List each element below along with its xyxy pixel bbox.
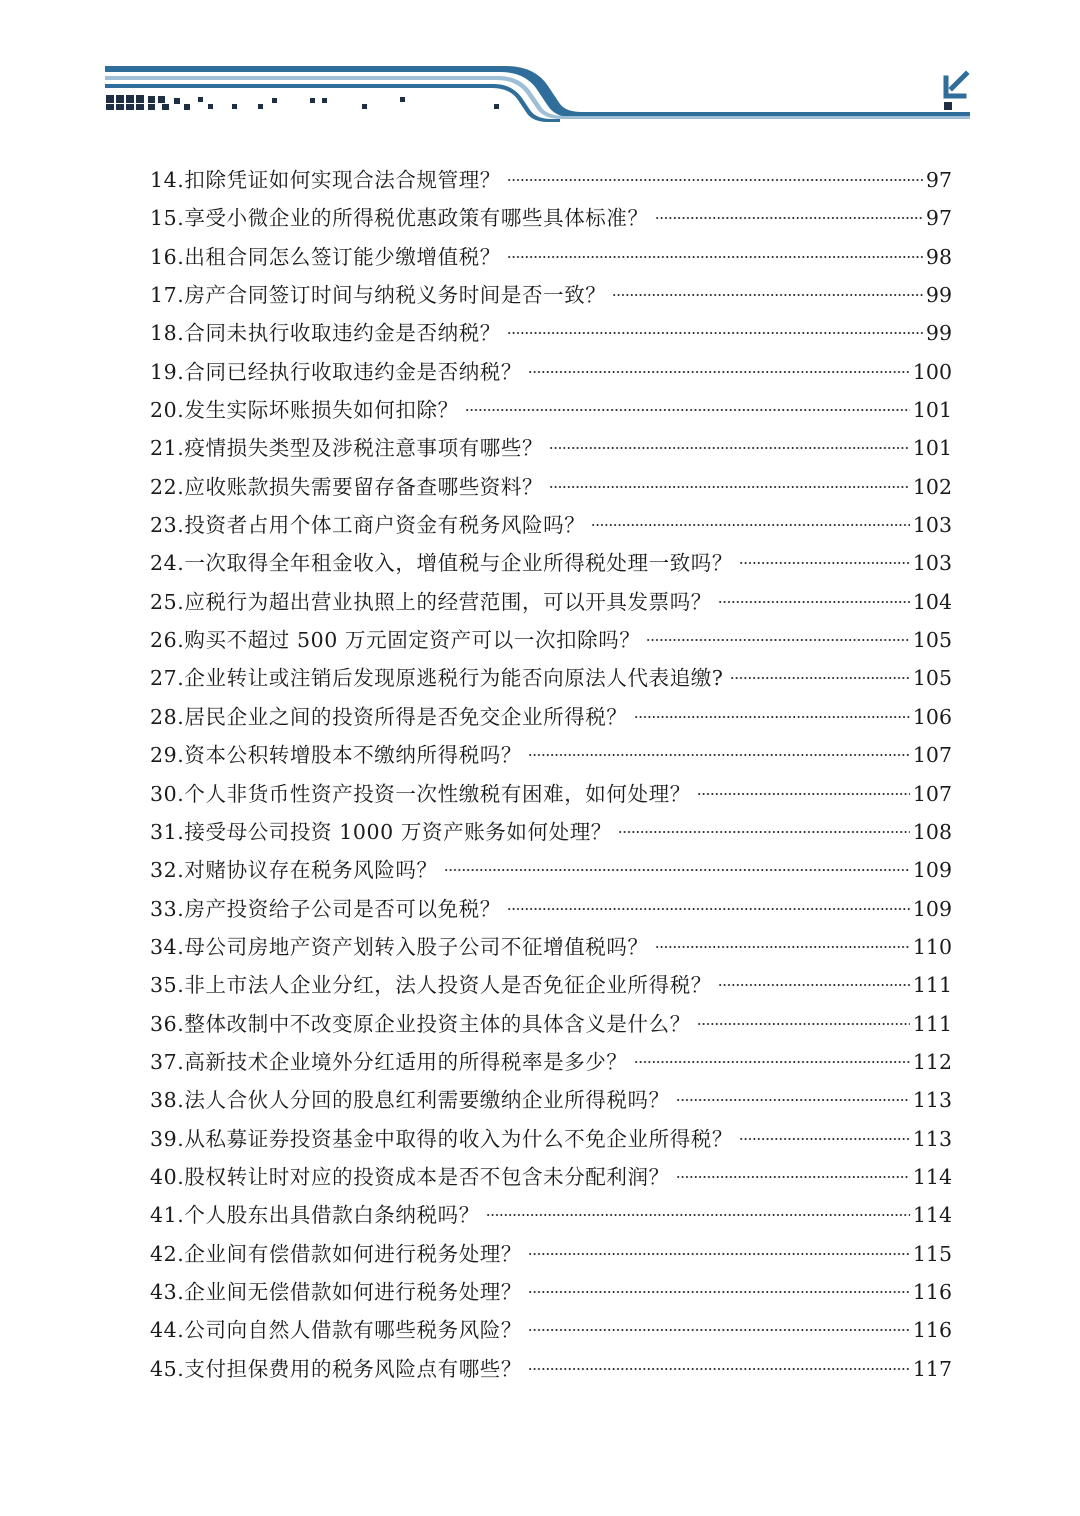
toc-entry-page-number: 111: [912, 973, 952, 998]
toc-entry[interactable]: [150, 621, 952, 659]
dot-leader: [718, 984, 910, 986]
toc-entry-title: 42.企业间有偿借款如何进行税务处理？: [150, 1241, 523, 1266]
toc-entry[interactable]: [150, 1311, 952, 1349]
toc-entry[interactable]: [150, 1081, 952, 1119]
toc-entry-page-number: 105: [912, 666, 952, 691]
toc-entry[interactable]: [150, 966, 952, 1004]
toc-entry-page-number: 97: [925, 168, 952, 192]
toc-entry-page-number: 108: [912, 819, 952, 844]
dot-leader: [486, 1214, 910, 1216]
toc-entry[interactable]: [150, 736, 952, 774]
toc-entry[interactable]: [150, 1235, 952, 1273]
toc-entry[interactable]: [150, 238, 952, 276]
toc-entry-page-number: 107: [912, 743, 952, 768]
toc-entry[interactable]: [150, 468, 952, 506]
toc-entry-title: 45.支付担保费用的税务风险点有哪些？: [150, 1356, 523, 1381]
toc-entry[interactable]: [150, 813, 952, 851]
toc-entry-page-number: 116: [912, 1279, 952, 1304]
dot-leader: [444, 869, 910, 871]
dot-leader: [646, 639, 909, 641]
toc-entry-page-number: 106: [912, 704, 952, 729]
toc-entry[interactable]: [150, 928, 952, 966]
toc-entry-title: 21.疫情损失类型及涉税注意事项有哪些？: [150, 436, 544, 461]
dot-leader: [739, 562, 910, 564]
dot-leader: [676, 1176, 910, 1178]
dot-leader: [697, 793, 910, 795]
pixel-squares: [106, 95, 499, 110]
toc-entry-title: 31.接受母公司投资 1000 万资产账务如何处理？: [150, 819, 612, 844]
toc-entry-page-number: 117: [912, 1356, 952, 1381]
toc-entry[interactable]: [150, 1043, 952, 1081]
toc-entry[interactable]: [150, 698, 952, 736]
toc-entry-title: 33.房产投资给子公司是否可以免税？: [150, 896, 501, 921]
dot-leader: [549, 447, 910, 449]
toc-entry-page-number: 102: [912, 474, 952, 499]
toc-entry-page-number: 113: [912, 1126, 952, 1151]
dot-leader: [655, 946, 910, 948]
toc-entry[interactable]: [150, 161, 952, 199]
toc-entry-title: 44.公司向自然人借款有哪些税务风险？: [150, 1318, 523, 1343]
toc-entry-title: 18.合同未执行收取违约金是否纳税？: [150, 321, 501, 346]
toc-entry[interactable]: [150, 276, 952, 314]
toc-entry-title: 37.高新技术企业境外分红适用的所得税率是多少？: [150, 1049, 628, 1074]
toc-entry[interactable]: [150, 506, 952, 544]
toc-entry-page-number: 97: [925, 206, 952, 231]
toc-entry[interactable]: [150, 544, 952, 582]
table-of-contents: [150, 161, 952, 1388]
toc-entry[interactable]: [150, 353, 952, 391]
toc-entry[interactable]: [150, 659, 952, 697]
dot-leader: [591, 524, 910, 526]
toc-entry-page-number: 101: [912, 398, 952, 423]
toc-entry-title: 36.整体改制中不改变原企业投资主体的具体含义是什么？: [150, 1011, 691, 1036]
dot-leader: [655, 217, 923, 219]
dot-leader: [465, 409, 910, 411]
toc-entry-title: 35.非上市法人企业分红，法人投资人是否免征企业所得税？: [150, 973, 712, 998]
dot-leader: [612, 294, 923, 296]
toc-entry[interactable]: [150, 1273, 952, 1311]
toc-entry-title: 27.企业转让或注销后发现原逃税行为能否向原法人代表追缴?: [150, 666, 724, 691]
toc-entry[interactable]: [150, 1005, 952, 1043]
toc-entry[interactable]: [150, 199, 952, 237]
toc-entry-page-number: 100: [912, 359, 952, 384]
toc-entry-page-number: 110: [912, 934, 952, 959]
header-stripes: [105, 66, 970, 122]
toc-entry-page-number: 103: [912, 551, 952, 576]
dot-leader: [507, 332, 923, 334]
toc-entry-page-number: 99: [925, 321, 952, 346]
toc-entry[interactable]: [150, 429, 952, 467]
toc-entry[interactable]: [150, 775, 952, 813]
toc-entry-page-number: 104: [912, 589, 952, 614]
toc-entry-title: 43.企业间无偿借款如何进行税务处理？: [150, 1279, 523, 1304]
toc-entry-page-number: 116: [912, 1318, 952, 1343]
toc-entry-title: 23.投资者占用个体工商户资金有税务风险吗？: [150, 513, 586, 538]
toc-entry-title: 40.股权转让时对应的投资成本是否不包含未分配利润？: [150, 1164, 670, 1189]
toc-entry[interactable]: [150, 1350, 952, 1388]
toc-entry[interactable]: [150, 851, 952, 889]
toc-entry-page-number: 111: [912, 1011, 952, 1036]
toc-entry[interactable]: [150, 314, 952, 352]
toc-entry[interactable]: [150, 1196, 952, 1234]
arrow-down-left-icon: [944, 74, 966, 110]
toc-entry-title: 24.一次取得全年租金收入，增值税与企业所得税处理一致吗？: [150, 551, 733, 576]
toc-entry-title: 39.从私募证券投资基金中取得的收入为什么不免企业所得税？: [150, 1126, 733, 1151]
toc-entry-title: 26.购买不超过 500 万元固定资产可以一次扣除吗？: [150, 628, 641, 653]
toc-entry-page-number: 114: [912, 1164, 952, 1189]
dot-leader: [634, 716, 910, 718]
dot-leader: [718, 601, 910, 603]
toc-entry-page-number: 99: [925, 283, 952, 308]
toc-entry[interactable]: [150, 391, 952, 429]
toc-entry-title: 25.应税行为超出营业执照上的经营范围，可以开具发票吗？: [150, 589, 712, 614]
toc-entry-page-number: 113: [912, 1088, 952, 1113]
dot-leader: [528, 754, 910, 756]
toc-entry-title: 22.应收账款损失需要留存备查哪些资料？: [150, 474, 544, 499]
dot-leader: [739, 1138, 910, 1140]
toc-entry-page-number: 109: [912, 896, 952, 921]
toc-entry-title: 41.个人股东出具借款白条纳税吗？: [150, 1203, 480, 1228]
toc-entry[interactable]: [150, 583, 952, 621]
toc-entry-page-number: 112: [912, 1049, 952, 1074]
toc-entry-page-number: 114: [912, 1203, 952, 1228]
dot-leader: [507, 908, 910, 910]
toc-entry-page-number: 105: [912, 628, 952, 653]
toc-entry-title: 16.出租合同怎么签订能少缴增值税？: [150, 244, 501, 269]
toc-entry[interactable]: [150, 1120, 952, 1158]
toc-entry[interactable]: [150, 1158, 952, 1196]
dot-leader: [528, 371, 910, 373]
toc-entry-title: 17.房产合同签订时间与纳税义务时间是否一致？: [150, 283, 607, 308]
toc-entry-title: 29.资本公积转增股本不缴纳所得税吗？: [150, 743, 523, 768]
dot-leader: [697, 1023, 910, 1025]
toc-entry-page-number: 98: [925, 244, 952, 269]
toc-entry-page-number: 103: [912, 513, 952, 538]
toc-entry-title: 19.合同已经执行收取违约金是否纳税？: [150, 359, 523, 384]
toc-entry-page-number: 101: [912, 436, 952, 461]
dot-leader: [528, 1329, 910, 1331]
toc-entry-page-number: 115: [912, 1241, 952, 1266]
dot-leader: [528, 1368, 910, 1370]
dot-leader: [528, 1253, 910, 1255]
header-decoration: [0, 0, 1080, 130]
toc-entry-title: 38.法人合伙人分回的股息红利需要缴纳企业所得税吗？: [150, 1088, 670, 1113]
dot-leader: [528, 1291, 910, 1293]
toc-entry-title: 30.个人非货币性资产投资一次性缴税有困难，如何处理？: [150, 781, 691, 806]
dot-leader: [676, 1099, 910, 1101]
dot-leader: [507, 179, 923, 181]
dot-leader: [549, 486, 910, 488]
dot-leader: [634, 1061, 910, 1063]
toc-entry-page-number: 109: [912, 858, 952, 883]
dot-leader: [618, 831, 910, 833]
toc-entry[interactable]: [150, 890, 952, 928]
toc-entry-title: 14.扣除凭证如何实现合法合规管理？: [150, 168, 501, 192]
toc-entry-title: 32.对赌协议存在税务风险吗？: [150, 858, 438, 883]
toc-entry-title: 15.享受小微企业的所得税优惠政策有哪些具体标准？: [150, 206, 649, 231]
dot-leader: [507, 256, 923, 258]
dot-leader: [730, 677, 910, 679]
toc-entry-title: 20.发生实际坏账损失如何扣除？: [150, 398, 459, 423]
toc-entry-page-number: 107: [912, 781, 952, 806]
toc-entry-title: 34.母公司房地产资产划转入股子公司不征增值税吗？: [150, 934, 649, 959]
toc-entry-title: 28.居民企业之间的投资所得是否免交企业所得税？: [150, 704, 628, 729]
